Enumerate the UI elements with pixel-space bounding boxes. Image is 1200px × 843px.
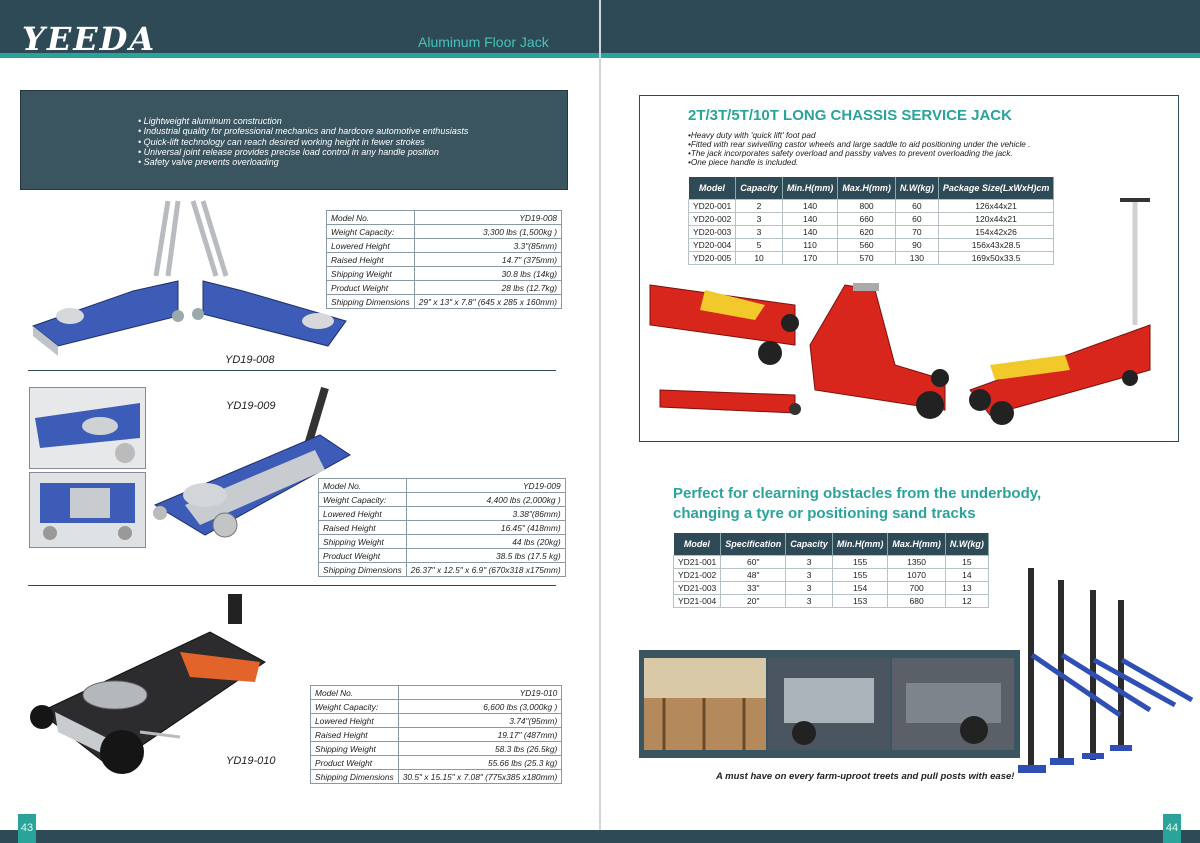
- farm-caption: A must have on every farm-uproot treets and pull posts with ease!: [716, 771, 1015, 782]
- spec-label: Raised Height: [319, 521, 407, 535]
- chassis-bullet: •Fitted with rear swivelling castor wheels and large saddle to aid positioning under the vehicle .: [688, 140, 1031, 149]
- cell: 140: [782, 213, 838, 226]
- page-number-right: 44: [1163, 814, 1181, 843]
- spec-value: 55.66 lbs (25.3 kg): [398, 756, 562, 770]
- spec-value: 3.3"(85mm): [414, 239, 561, 253]
- spec-value: 44 lbs (20kg): [406, 535, 565, 549]
- cell: YD21-002: [674, 569, 721, 582]
- cell: 33": [721, 582, 786, 595]
- cell: 3: [736, 226, 783, 239]
- cell: YD20-004: [689, 239, 736, 252]
- cell: 3: [786, 582, 833, 595]
- cell: 60": [721, 556, 786, 569]
- jack-detail-photo-2: [29, 472, 146, 548]
- spec-label: Raised Height: [311, 728, 399, 742]
- cell: 2: [736, 200, 783, 213]
- caption-yd19-010: YD19-010: [226, 755, 276, 767]
- farm-usage-photos: [644, 658, 1014, 750]
- spec-value: 19.17" (487mm): [398, 728, 562, 742]
- col-header: Min.H(mm): [832, 533, 888, 556]
- brand-logo: YEEDA: [22, 20, 157, 54]
- page-title: Aluminum Floor Jack: [418, 34, 549, 50]
- spec-label: Model No.: [311, 686, 399, 700]
- cell: YD20-005: [689, 252, 736, 265]
- chassis-bullet: •The jack incorporates safety overload and passby valves to prevent overloading the jack.: [688, 149, 1013, 158]
- col-header: Package Size(LxWxH)cm: [938, 177, 1054, 200]
- cell: 680: [888, 595, 946, 608]
- cell: 560: [838, 239, 896, 252]
- feature-item: • Quick-lift technology can reach desired working height in fewer strokes: [138, 136, 425, 147]
- cell: 3: [786, 569, 833, 582]
- spec-value: 58.3 lbs (26.5kg): [398, 742, 562, 756]
- cell: 13: [945, 582, 988, 595]
- spec-label: Model No.: [327, 211, 415, 225]
- cell: 60: [895, 213, 938, 226]
- spec-value: 28 lbs (12.7kg): [414, 281, 561, 295]
- spec-value: 6,600 lbs (3,000kg ): [398, 700, 562, 714]
- spec-value: YD19-009: [406, 479, 565, 493]
- col-header: Model: [674, 533, 721, 556]
- cell: YD20-001: [689, 200, 736, 213]
- cell: 3: [786, 595, 833, 608]
- spec-value: 3.38"(86mm): [406, 507, 565, 521]
- cell: 90: [895, 239, 938, 252]
- cell: 120x44x21: [938, 213, 1054, 226]
- col-header: N.W(kg): [895, 177, 938, 200]
- cell: 10: [736, 252, 783, 265]
- cell: 12: [945, 595, 988, 608]
- col-header: Max.H(mm): [838, 177, 896, 200]
- spec-value: YD19-010: [398, 686, 562, 700]
- jack-yd19-008-image: [28, 196, 353, 356]
- feature-item: • Universal joint release provides precise load control in any handle position: [138, 146, 439, 157]
- cell: YD20-003: [689, 226, 736, 239]
- jack-detail-photo-1: [29, 387, 146, 469]
- spec-table-yd19-009: [318, 478, 566, 577]
- spec-label: Product Weight: [311, 756, 399, 770]
- spec-label: Shipping Dimensions: [319, 563, 407, 577]
- col-header: Capacity: [736, 177, 783, 200]
- spec-value: 3,300 lbs (1,500kg ): [414, 225, 561, 239]
- cell: 15: [945, 556, 988, 569]
- cell: 153: [832, 595, 888, 608]
- spec-label: Raised Height: [327, 253, 415, 267]
- table-row: [674, 569, 989, 582]
- page-number-left: 43: [18, 814, 36, 843]
- chassis-bullet: •Heavy duty with 'quick lift' foot pad: [688, 131, 816, 140]
- features-list: [138, 116, 468, 167]
- cell: 126x44x21: [938, 200, 1054, 213]
- table-row: [674, 595, 989, 608]
- col-header: Specification: [721, 533, 786, 556]
- spec-label: Weight Capacity:: [311, 700, 399, 714]
- cell: 660: [838, 213, 896, 226]
- cell: YD20-002: [689, 213, 736, 226]
- spec-label: Shipping Weight: [327, 267, 415, 281]
- cell: 620: [838, 226, 896, 239]
- col-header: Min.H(mm): [782, 177, 838, 200]
- cell: YD21-001: [674, 556, 721, 569]
- spec-label: Weight Capacity:: [327, 225, 415, 239]
- caption-yd19-008: YD19-008: [225, 354, 275, 366]
- chassis-jack-title: 2T/3T/5T/10T LONG CHASSIS SERVICE JACK: [688, 107, 1012, 124]
- chassis-bullet: •One piece handle is included.: [688, 158, 799, 167]
- feature-item: • Industrial quality for professional mechanics and hardcore automotive enthusiasts: [138, 126, 469, 137]
- spec-value: 4,400 lbs (2,000kg ): [406, 493, 565, 507]
- spec-label: Product Weight: [327, 281, 415, 295]
- spec-value: 3.74"(95mm): [398, 714, 562, 728]
- cell: 570: [838, 252, 896, 265]
- spec-label: Shipping Dimensions: [327, 295, 415, 309]
- spec-value: 16.45" (418mm): [406, 521, 565, 535]
- farm-jack-heading: [673, 484, 1041, 524]
- section-divider: [28, 585, 556, 586]
- cell: 169x50x33.5: [938, 252, 1054, 265]
- cell: 156x43x28.5: [938, 239, 1054, 252]
- farm-jacks-image: [1010, 560, 1195, 780]
- cell: 130: [895, 252, 938, 265]
- cell: 140: [782, 226, 838, 239]
- red-chassis-jacks-image: [645, 195, 1170, 430]
- spec-label: Lowered Height: [319, 507, 407, 521]
- spec-value: 38.5 lbs (17.5 kg): [406, 549, 565, 563]
- farm-heading-line: changing a tyre or positioning sand tracks: [673, 505, 976, 522]
- table-row: [674, 556, 989, 569]
- footer-bar: [0, 830, 1200, 843]
- table-row: [674, 582, 989, 595]
- caption-yd19-009: YD19-009: [226, 400, 276, 412]
- cell: 48": [721, 569, 786, 582]
- spec-value: YD19-008: [414, 211, 561, 225]
- col-header: Capacity: [786, 533, 833, 556]
- cell: 3: [736, 213, 783, 226]
- feature-item: • Lightweight aluminum construction: [138, 116, 282, 126]
- cell: 155: [832, 556, 888, 569]
- spec-value: 30.5" x 15.15" x 7.08" (775x385 x180mm): [398, 770, 562, 784]
- cell: 20": [721, 595, 786, 608]
- spec-label: Lowered Height: [327, 239, 415, 253]
- farm-spec-table: [673, 533, 989, 608]
- spec-label: Product Weight: [319, 549, 407, 563]
- spec-label: Shipping Weight: [319, 535, 407, 549]
- spec-table-yd19-008: [326, 210, 562, 309]
- cell: 170: [782, 252, 838, 265]
- cell: 1350: [888, 556, 946, 569]
- cell: 110: [782, 239, 838, 252]
- spec-value: 29" x 13" x 7.8" (645 x 285 x 160mm): [414, 295, 561, 309]
- cell: 3: [786, 556, 833, 569]
- spec-label: Shipping Dimensions: [311, 770, 399, 784]
- cell: 155: [832, 569, 888, 582]
- page-spine: [599, 0, 601, 843]
- cell: 70: [895, 226, 938, 239]
- col-header: Max.H(mm): [888, 533, 946, 556]
- spec-table-yd19-010: [310, 685, 562, 784]
- spec-label: Shipping Weight: [311, 742, 399, 756]
- cell: 154x42x26: [938, 226, 1054, 239]
- cell: 154: [832, 582, 888, 595]
- cell: 700: [888, 582, 946, 595]
- cell: YD21-004: [674, 595, 721, 608]
- section-divider: [28, 370, 556, 371]
- col-header: Model: [689, 177, 736, 200]
- chassis-bullets: [688, 131, 1030, 167]
- cell: 140: [782, 200, 838, 213]
- spec-value: 14.7" (375mm): [414, 253, 561, 267]
- spec-value: 26.37" x 12.5" x 6.9" (670x318 x175mm): [406, 563, 565, 577]
- feature-item: • Safety valve prevents overloading: [138, 157, 279, 168]
- spec-label: Model No.: [319, 479, 407, 493]
- col-header: N.W(kg): [945, 533, 988, 556]
- cell: YD21-003: [674, 582, 721, 595]
- cell: 1070: [888, 569, 946, 582]
- cell: 14: [945, 569, 988, 582]
- cell: 60: [895, 200, 938, 213]
- farm-heading-line: Perfect for clearning obstacles from the underbody,: [673, 485, 1042, 502]
- cell: 5: [736, 239, 783, 252]
- spec-value: 30.8 lbs (14kg): [414, 267, 561, 281]
- spec-label: Weight Capacity:: [319, 493, 407, 507]
- cell: 800: [838, 200, 896, 213]
- spec-label: Lowered Height: [311, 714, 399, 728]
- jack-yd19-010-image: [30, 592, 285, 782]
